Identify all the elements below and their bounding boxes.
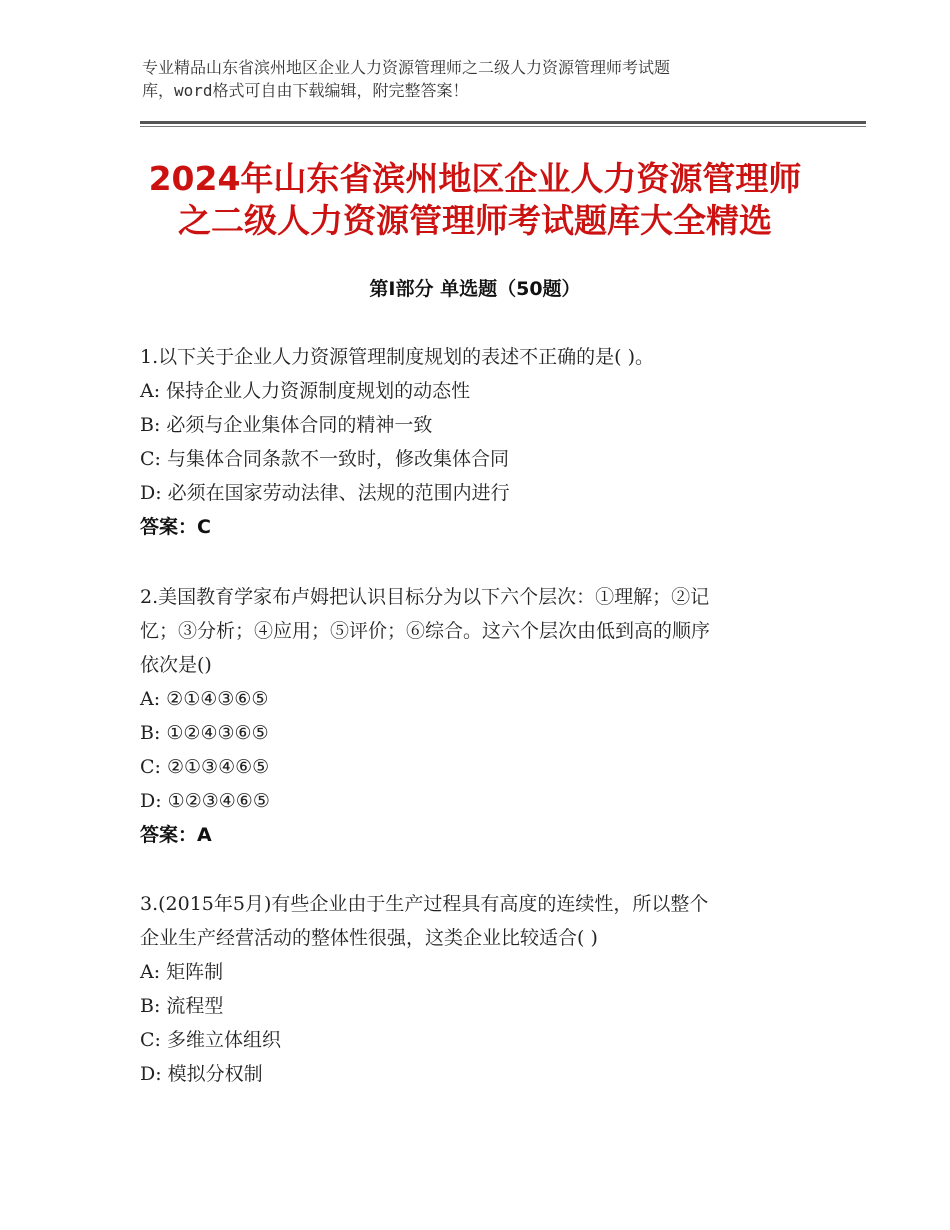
question-1 [140,340,810,544]
option-d: D: 必须在国家劳动法律、法规的范围内进行 [140,482,510,504]
question-2 [140,580,810,852]
question-stem: 1.以下关于企业人力资源管理制度规划的表述不正确的是( )。 [140,346,654,368]
option-a: A: 保持企业人力资源制度规划的动态性 [140,380,471,402]
title-line-1: 2024年山东省滨州地区企业人力资源管理师 [148,159,802,198]
option-c: C: 多维立体组织 [140,1029,281,1051]
header-note-line-1: 专业精品山东省滨州地区企业人力资源管理师之二级人力资源管理师考试题 [142,58,671,77]
header-divider-thick [140,121,866,124]
option-c: C: ②①③④⑥⑤ [140,756,270,778]
answer-label: 答案：C [140,516,211,538]
option-b: B: ①②④③⑥⑤ [140,722,269,744]
option-b: B: 必须与企业集体合同的精神一致 [140,414,433,436]
question-stem: 忆；③分析；④应用；⑤评价；⑥综合。这六个层次由低到高的顺序 [140,620,711,642]
option-a: A: ②①④③⑥⑤ [140,688,269,710]
question-3 [140,887,810,1091]
title-line-2: 之二级人力资源管理师考试题库大全精选 [178,201,772,240]
answer-label: 答案：A [140,824,212,846]
option-d: D: 模拟分权制 [140,1063,263,1085]
section-heading: 第Ⅰ部分 单选题（50题） [369,278,581,300]
question-stem: 2.美国教育学家布卢姆把认识目标分为以下六个层次：①理解；②记 [140,586,710,608]
document-title [120,158,830,242]
question-stem: 依次是() [140,654,212,676]
question-stem: 企业生产经营活动的整体性很强，这类企业比较适合( ) [140,927,598,949]
option-d: D: ①②③④⑥⑤ [140,790,270,812]
option-a: A: 矩阵制 [140,961,224,983]
question-stem: 3.(2015年5月)有些企业由于生产过程具有高度的连续性，所以整个 [140,893,709,915]
document-header-note [142,56,822,102]
option-c: C: 与集体合同条款不一致时，修改集体合同 [140,448,509,470]
header-divider-thin [140,126,866,127]
option-b: B: 流程型 [140,995,224,1017]
header-note-line-2: 库，word格式可自由下载编辑，附完整答案！ [142,81,469,100]
